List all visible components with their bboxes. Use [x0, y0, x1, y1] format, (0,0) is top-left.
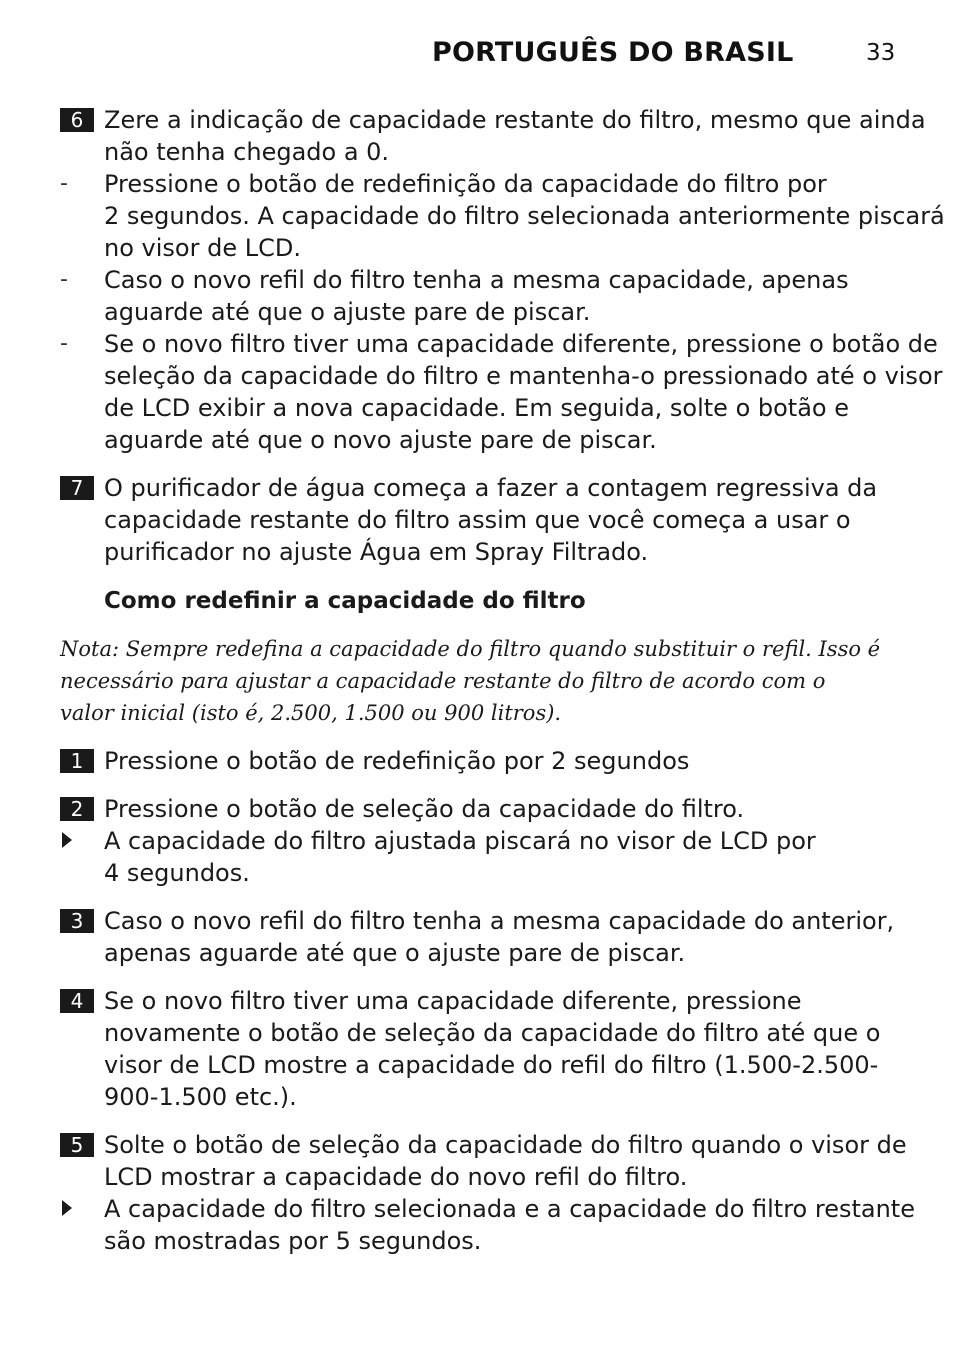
page-title: PORTUGUÊS DO BRASIL: [432, 37, 794, 68]
step-text-line: apenas aguarde até que o ajuste pare de piscar.: [104, 939, 686, 967]
sub-item-line: aguarde até que o ajuste pare de piscar.: [104, 298, 591, 326]
result-text-line: A capacidade do filtro ajustada piscará no visor de LCD por: [104, 827, 816, 855]
step-text-line: não tenha chegado a 0.: [104, 138, 390, 166]
step-text-line: Se o novo filtro tiver uma capacidade diferente, pressione: [104, 987, 802, 1015]
step-text-line: novamente o botão de seleção da capacidade do filtro até que o: [104, 1019, 881, 1047]
step-number-badge: 6: [60, 108, 94, 132]
sub-item-line: Pressione o botão de redefinição da capacidade do filtro por: [104, 170, 827, 198]
note-line: valor inicial (isto é, 2.500, 1.500 ou 900 litros).: [60, 701, 562, 725]
dash-bullet: -: [60, 267, 68, 292]
dash-bullet: -: [60, 331, 68, 356]
result-arrow-icon: [62, 1200, 72, 1216]
dash-bullet: -: [60, 171, 68, 196]
step-text-line: Solte o botão de seleção da capacidade do filtro quando o visor de: [104, 1131, 907, 1159]
step-number-badge: 1: [60, 749, 94, 773]
result-text-line: 4 segundos.: [104, 859, 250, 887]
step-text-line: 900-1.500 etc.).: [104, 1083, 297, 1111]
step-text-line: LCD mostrar a capacidade do novo refil do filtro.: [104, 1163, 688, 1191]
note-line: necessário para ajustar a capacidade restante do filtro de acordo com o: [60, 669, 826, 693]
step-text-line: Caso o novo refil do filtro tenha a mesma capacidade do anterior,: [104, 907, 895, 935]
result-text-line: A capacidade do filtro selecionada e a capacidade do filtro restante: [104, 1195, 915, 1223]
step-text-line: visor de LCD mostre a capacidade do refil do filtro (1.500-2.500-: [104, 1051, 879, 1079]
sub-item-line: Caso o novo refil do filtro tenha a mesma capacidade, apenas: [104, 266, 849, 294]
result-arrow-icon: [62, 832, 72, 848]
step-text-line: Pressione o botão de redefinição por 2 segundos: [104, 747, 690, 775]
step-text-line: Pressione o botão de seleção da capacidade do filtro.: [104, 795, 745, 823]
sub-item-line: de LCD exibir a nova capacidade. Em seguida, solte o botão e: [104, 394, 849, 422]
sub-item-line: no visor de LCD.: [104, 234, 301, 262]
step-number-badge: 3: [60, 909, 94, 933]
step-text-line: capacidade restante do filtro assim que você começa a usar o: [104, 506, 851, 534]
step-number-badge: 5: [60, 1133, 94, 1157]
sub-item-line: seleção da capacidade do filtro e mantenha-o pressionado até o visor: [104, 362, 943, 390]
step-text-line: purificador no ajuste Água em Spray Filtrado.: [104, 538, 649, 566]
step-number-badge: 2: [60, 797, 94, 821]
sub-item-line: Se o novo filtro tiver uma capacidade diferente, pressione o botão de: [104, 330, 938, 358]
sub-item-line: 2 segundos. A capacidade do filtro selecionada anteriormente piscará: [104, 202, 945, 230]
step-text-line: O purificador de água começa a fazer a contagem regressiva da: [104, 474, 878, 502]
sub-item-line: aguarde até que o novo ajuste pare de piscar.: [104, 426, 657, 454]
step-number-badge: 4: [60, 989, 94, 1013]
step-text-line: Zere a indicação de capacidade restante do filtro, mesmo que ainda: [104, 106, 926, 134]
step-number-badge: 7: [60, 476, 94, 500]
note-line: Nota: Sempre redefina a capacidade do filtro quando substituir o refil. Isso é: [60, 637, 881, 661]
section-heading: Como redefinir a capacidade do filtro: [104, 588, 586, 614]
page-number: 33: [866, 40, 896, 66]
result-text-line: são mostradas por 5 segundos.: [104, 1227, 482, 1255]
